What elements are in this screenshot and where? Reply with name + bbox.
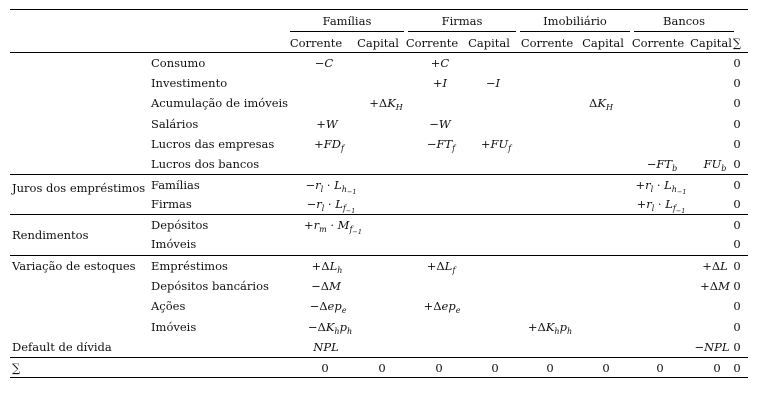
column-sum-realestate-capital: 0 xyxy=(602,361,610,375)
column-sum-realestate-corrente: 0 xyxy=(546,361,554,375)
row-label-lucros-empresas: Lucros das empresas xyxy=(151,137,275,151)
section-rule-sum xyxy=(10,357,748,358)
column-sum-families-corrente: 0 xyxy=(321,361,329,375)
row-label-acoes: Ações xyxy=(151,299,186,313)
column-sum-total: 0 xyxy=(733,361,741,375)
row-label-depositos-bancarios: Depósitos bancários xyxy=(151,279,269,293)
row-label-salarios: Salários xyxy=(151,117,199,131)
bottom-rule xyxy=(10,377,748,378)
cell-juros-familias-families: $-r_l \cdot L_{h_{-1}}$ xyxy=(305,178,357,196)
subheader-banks-capital: Capital xyxy=(690,36,732,50)
column-sum-banks-corrente: 0 xyxy=(656,361,664,375)
families-group-rule xyxy=(290,31,404,32)
cell-investimento-firms-capital: −I xyxy=(485,76,501,90)
subheader-families-corrente: Corrente xyxy=(289,36,343,50)
row-sum-zero: 0 xyxy=(733,197,741,211)
cell-juros-firmas-banks: $+r_l \cdot L_{f_{-1}}$ xyxy=(636,197,686,215)
row-sum-zero: 0 xyxy=(733,178,741,192)
section-rule-juros xyxy=(10,174,748,175)
header-rule xyxy=(10,52,748,53)
subheader-realestate-capital: Capital xyxy=(582,36,624,50)
row-label-imoveis-estoque: Imóveis xyxy=(151,320,197,334)
row-label-imoveis: Imóveis xyxy=(151,237,197,251)
row-label-investimento: Investimento xyxy=(151,76,228,90)
row-sum-zero: 0 xyxy=(733,237,741,251)
group-header-firms: Firmas xyxy=(441,14,483,28)
cell-depositos-families: $+r_m \cdot M_{f_{-1}}$ xyxy=(303,218,363,236)
row-label-acumulacao-imoveis: Acumulação de imóveis xyxy=(151,96,289,110)
cell-acumulacao-realestate: $\Delta K_H$ xyxy=(589,96,613,112)
cell-lucros-empresas-families: $+FD_f$ xyxy=(314,137,344,153)
realestate-group-rule xyxy=(520,31,630,32)
cell-acoes-firms: +Δep$_e$ xyxy=(423,299,461,315)
row-sum-zero: 0 xyxy=(733,76,741,90)
firms-group-rule xyxy=(408,31,516,32)
subheader-banks-corrente: Corrente xyxy=(631,36,685,50)
row-sum-zero: 0 xyxy=(733,218,741,232)
row-sum-zero: 0 xyxy=(733,117,741,131)
row-sum-zero: 0 xyxy=(733,259,741,273)
transaction-flow-matrix xyxy=(10,0,748,407)
subheader-firms-capital: Capital xyxy=(468,36,510,50)
section-default: Default de dívida xyxy=(12,340,112,354)
subheader-firms-corrente: Corrente xyxy=(405,36,459,50)
row-sum-zero: 0 xyxy=(733,96,741,110)
cell-investimento-firms-corrente: +I xyxy=(432,76,448,90)
column-sum-families-capital: 0 xyxy=(378,361,386,375)
row-sum-zero: 0 xyxy=(733,340,741,354)
cell-emprestimos-firms: $+\Delta L_f$ xyxy=(426,259,456,275)
cell-lucros-bancos-corrente: $-FT_b$ xyxy=(646,157,678,173)
column-sum-firms-capital: 0 xyxy=(491,361,499,375)
cell-default-banks: −NPL xyxy=(694,340,730,354)
cell-lucros-empresas-firms-corrente: $-FT_f$ xyxy=(426,137,456,153)
section-rendimentos: Rendimentos xyxy=(12,228,89,242)
section-rule-variacao xyxy=(10,255,748,256)
row-sum-zero: 0 xyxy=(733,320,741,334)
row-label-emprestimos: Empréstimos xyxy=(151,259,228,273)
cell-juros-firmas-families: $-r_l \cdot L_{f_{-1}}$ xyxy=(306,197,356,215)
cell-emprestimos-families: $+\Delta L_h$ xyxy=(311,259,343,275)
row-label-juros-firmas: Firmas xyxy=(151,197,192,211)
section-rule-rendimentos xyxy=(10,214,748,215)
row-sum-zero: 0 xyxy=(733,299,741,313)
row-sum-zero: 0 xyxy=(733,279,741,293)
row-sum-zero: 0 xyxy=(733,157,741,171)
section-variacao: Variação de estoques xyxy=(12,259,136,273)
column-sum-banks-capital: 0 xyxy=(713,361,721,375)
cell-lucros-bancos-capital: $FU_b$ xyxy=(703,157,727,173)
subheader-families-capital: Capital xyxy=(357,36,399,50)
group-header-families: Famílias xyxy=(322,14,372,28)
row-label-consumo: Consumo xyxy=(151,56,206,70)
cell-default-families: NPL xyxy=(313,340,339,354)
group-header-banks: Bancos xyxy=(663,14,705,28)
cell-lucros-empresas-firms-capital: $+FU_f$ xyxy=(480,137,512,153)
cell-imoveis-estoque-families: $-\Delta K_hp_h$ xyxy=(307,320,353,336)
cell-acoes-families: −Δep$_e$ xyxy=(309,299,347,315)
subheader-realestate-corrente: Corrente xyxy=(520,36,574,50)
subheader-sum: ∑ xyxy=(732,36,742,50)
cell-acumulacao-families: $+\Delta K_H$ xyxy=(369,96,403,112)
cell-salarios-families: +W xyxy=(316,117,338,131)
banks-group-rule xyxy=(634,31,734,32)
cell-consumo-families: −C xyxy=(314,56,334,70)
row-label-depositos: Depósitos xyxy=(151,218,209,232)
cell-emprestimos-banks: +ΔL xyxy=(702,259,728,273)
section-juros: Juros dos empréstimos xyxy=(12,181,146,195)
row-sum-zero: 0 xyxy=(733,137,741,151)
cell-depositos-bancarios-families: −ΔM xyxy=(311,279,341,293)
cell-salarios-firms: −W xyxy=(429,117,451,131)
cell-depositos-bancarios-banks: +ΔM xyxy=(700,279,730,293)
row-sum-zero: 0 xyxy=(733,56,741,70)
row-label-lucros-bancos: Lucros dos bancos xyxy=(151,157,260,171)
cell-imoveis-estoque-realestate: $+\Delta K_hp_h$ xyxy=(527,320,573,336)
cell-juros-familias-banks: $+r_l \cdot L_{h_{-1}}$ xyxy=(635,178,687,196)
column-sum-firms-corrente: 0 xyxy=(435,361,443,375)
group-header-realestate: Imobiliário xyxy=(543,14,607,28)
row-label-juros-familias: Famílias xyxy=(151,178,200,192)
top-rule xyxy=(10,9,748,10)
section-sum: ∑ xyxy=(12,361,21,375)
cell-consumo-firms: +C xyxy=(430,56,450,70)
